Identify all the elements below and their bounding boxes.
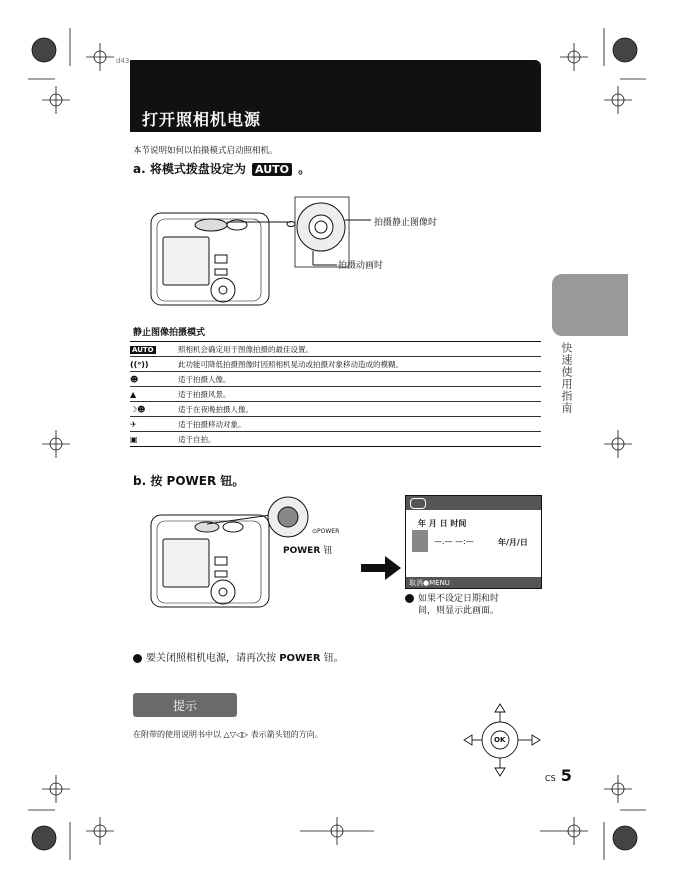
mode-description: 此功能可降低拍摄图像时因照相机晃动或拍摄对象移动造成的模糊。 — [178, 357, 541, 372]
file-code: d43 — [116, 57, 130, 65]
lcd-footer: 取消●MENU — [409, 579, 450, 587]
lcd-note-line1: 如果不设定日期和时 — [418, 594, 500, 604]
mode-description: 适于自拍。 — [178, 432, 541, 447]
label-movie: 拍摄动画时 — [338, 261, 384, 271]
mode-icon: ▣ — [130, 434, 138, 444]
mode-row — [130, 372, 541, 387]
mode-icon: AUTO — [132, 345, 154, 354]
mode-row — [130, 432, 541, 447]
step-a — [133, 160, 310, 177]
bullet-icon — [133, 654, 142, 663]
label-still-image: 拍摄静止图像时 — [374, 218, 438, 228]
modes-table — [130, 341, 541, 447]
step-a-text: 将模式拨盘设定为 — [149, 162, 246, 176]
power-name: POWER — [283, 546, 321, 556]
power-off-text: 要关闭照相机电源，请再次按 — [146, 653, 276, 664]
modes-heading: 静止图像拍摄模式 — [133, 328, 206, 338]
mode-icon: ▲ — [130, 389, 137, 399]
page-number: 5 — [560, 766, 572, 785]
lcd-selector — [412, 530, 428, 552]
tip-title: 提示 — [172, 699, 197, 713]
mode-row — [130, 402, 541, 417]
step-b-end: 钮。 — [220, 474, 245, 488]
camera-illustration-mode-dial — [145, 195, 445, 315]
ok-button-label: OK — [494, 736, 506, 744]
mode-icon-cell — [130, 372, 178, 387]
lcd-note — [405, 593, 499, 617]
mode-row — [130, 357, 541, 372]
lcd-bottombar — [406, 577, 541, 588]
mode-description: 照相机会确定用于图像拍摄的最佳设置。 — [178, 342, 541, 357]
step-b-text: 按 — [150, 474, 163, 488]
mode-row — [130, 387, 541, 402]
mode-description: 适于拍摄人像。 — [178, 372, 541, 387]
mode-icon: ☻ — [130, 374, 139, 384]
mode-description: 适于拍摄风景。 — [178, 387, 541, 402]
lcd-topbar — [406, 496, 541, 510]
mode-icon: ((ᵒ)) — [130, 359, 149, 369]
power-suffix: 钮 — [323, 546, 333, 556]
side-tab — [552, 274, 628, 336]
power-off-button: POWER — [279, 653, 321, 664]
power-off-note — [133, 649, 344, 664]
mode-icon-cell — [130, 417, 178, 432]
power-off-end: 钮。 — [323, 653, 344, 664]
mode-row — [130, 342, 541, 357]
step-a-end: 。 — [298, 162, 311, 176]
tip-text: 在附带的使用说明书中以 △▽◁▷ 表示箭头钮的方向。 — [133, 730, 323, 739]
step-b-button-name: POWER — [166, 474, 217, 488]
mode-description: 适于拍摄移动对象。 — [178, 417, 541, 432]
right-arrow-icon — [361, 556, 401, 580]
lcd-note-line2: 间，则显示此画面。 — [418, 606, 500, 616]
mode-icon: ☽☻ — [130, 404, 146, 414]
mode-icon-cell — [130, 342, 178, 357]
mode-icon-cell — [130, 357, 178, 372]
mode-icon: ✈ — [130, 419, 137, 429]
step-b-letter: b. — [133, 474, 147, 488]
power-button-label — [283, 543, 332, 556]
lcd-columns: 年 月 日 时间 — [418, 519, 467, 528]
mode-row — [130, 417, 541, 432]
mode-description: 适于在夜晚拍摄人像。 — [178, 402, 541, 417]
intro-text: 本节说明如何以拍摄模式启动照相机。 — [133, 146, 278, 156]
auto-badge: AUTO — [252, 163, 292, 176]
bullet-icon — [405, 594, 414, 603]
page-footer — [545, 766, 572, 785]
lcd-format: 年/月/日 — [498, 538, 528, 547]
mode-icon-cell — [130, 387, 178, 402]
lcd-screen — [405, 495, 542, 589]
side-tab-label: 快速使用指南 — [560, 342, 573, 414]
footer-lang: CS — [545, 774, 556, 783]
lcd-row: —.— —:— — [434, 537, 474, 546]
mode-icon-cell — [130, 402, 178, 417]
page-title: 打开照相机电源 — [142, 110, 262, 129]
dial-power-label: ⊙POWER — [312, 528, 340, 535]
mode-icon-cell — [130, 432, 178, 447]
step-b — [133, 472, 244, 489]
step-a-letter: a. — [133, 162, 146, 176]
lcd-clock-icon — [410, 498, 426, 509]
